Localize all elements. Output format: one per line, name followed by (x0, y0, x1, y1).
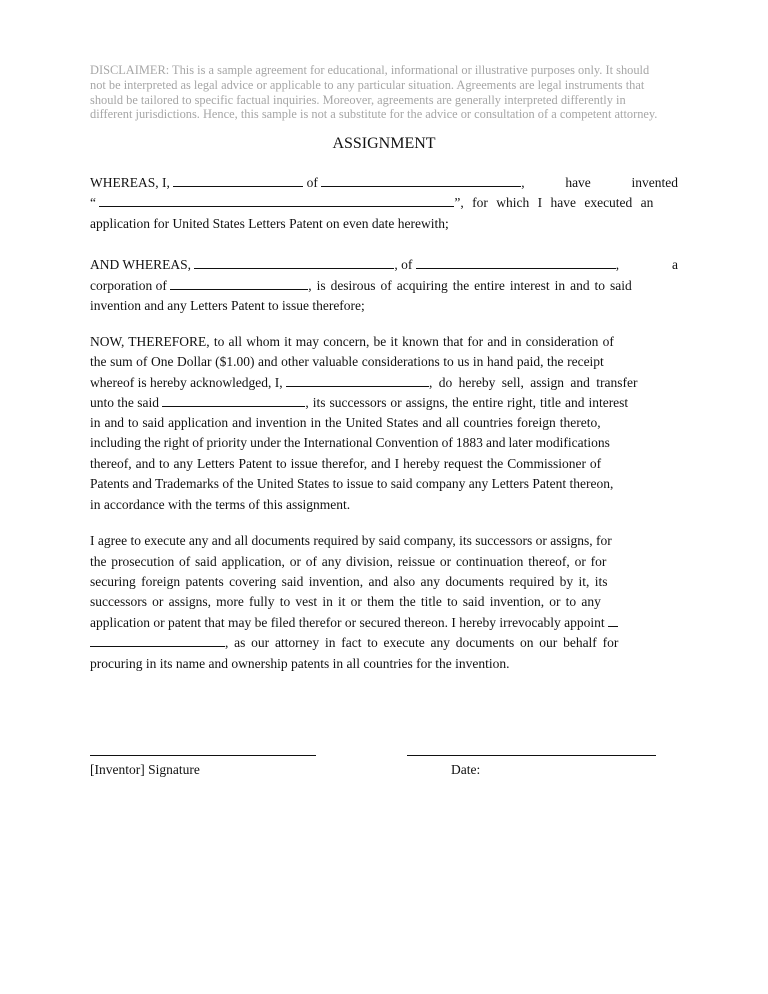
of-text: of (306, 175, 318, 190)
agree-line: successors or assigns, more fully to vest in it or them the title to said invention, or to any (90, 594, 601, 609)
have-text: have (565, 175, 591, 190)
executed-text: ”, for which I have executed an (454, 195, 654, 210)
corporation-text: corporation of (90, 278, 167, 293)
and-whereas-line-2 (90, 276, 678, 296)
appoint-text: application or patent that may be filed therefor or secured thereon. I hereby irrevocably appoint (90, 615, 605, 630)
agree-line: procuring in its name and ownership patents in all countries for the invention. (90, 656, 510, 671)
inventor-signature-line[interactable] (90, 755, 316, 756)
agree-line (90, 633, 678, 653)
assignee-blank[interactable] (162, 393, 305, 407)
comma-text: , (521, 175, 525, 190)
now-therefore-line: in accordance with the terms of this assignment. (90, 497, 351, 512)
attorney-blank-start[interactable] (608, 613, 618, 627)
corporation-state-blank[interactable] (170, 276, 308, 290)
agree-line (90, 613, 678, 633)
disclaimer-line: different jurisdictions. Hence, this sample is not a substitute for the advice or consultation of a competent attorney. (90, 107, 658, 122)
now-therefore-line (90, 393, 678, 413)
of-text: , of (394, 257, 413, 272)
inventor-name-blank[interactable] (173, 173, 303, 187)
inventor-signature-label: [Inventor] Signature (90, 762, 200, 777)
open-quote: “ (90, 195, 96, 210)
date-line[interactable] (407, 755, 656, 756)
whereas-line-3: application for United States Letters Patent on even date herewith; (90, 216, 449, 231)
acknowledged-text: whereof is hereby acknowledged, I, (90, 375, 283, 390)
document-title: ASSIGNMENT (332, 135, 436, 152)
agree-line: the prosecution of said application, or of any division, reissue or continuation thereof, or for (90, 554, 607, 569)
attorney-in-fact-text: , as our attorney in fact to execute any documents on our behalf for (225, 635, 619, 650)
disclaimer (90, 63, 678, 122)
disclaimer-line: should be tailored to specific factual inquiries. Moreover, agreements are generally interpreted differently in (90, 92, 626, 107)
assignor-name-blank[interactable] (286, 373, 429, 387)
whereas-text: WHEREAS, I, (90, 175, 170, 190)
disclaimer-line: DISCLAIMER: This is a sample agreement for educational, informational or illustrative purposes only. It should (90, 63, 650, 77)
agree-line: securing foreign patents covering said invention, and also any documents required by it, its (90, 574, 608, 589)
and-whereas-line-1 (90, 255, 678, 275)
agree-line: I agree to execute any and all documents required by said company, its successors or assigns, for (90, 533, 612, 548)
now-therefore-line: NOW, THEREFORE, to all whom it may concern, be it known that for and in consideration of (90, 334, 614, 349)
sell-assign-text: , do hereby sell, assign and transfer (429, 375, 638, 390)
successors-text: , its successors or assigns, the entire right, title and interest (305, 395, 629, 410)
disclaimer-line: not be interpreted as legal advice or applicable to any particular situation. Agreements are legal instruments that (90, 77, 645, 92)
whereas-line-1 (90, 173, 678, 193)
a-text: a (672, 257, 678, 272)
now-therefore-line: thereof, and to any Letters Patent to issue therefor, and I hereby request the Commissioner of (90, 456, 602, 471)
assignee-address-blank[interactable] (416, 255, 616, 269)
assignee-name-blank[interactable] (194, 255, 394, 269)
unto-text: unto the said (90, 395, 159, 410)
date-label: Date: (451, 762, 481, 777)
inventor-address-blank[interactable] (321, 173, 521, 187)
now-therefore-line: the sum of One Dollar ($1.00) and other valuable considerations to us in hand paid, the receipt (90, 354, 604, 369)
invented-text: invented (631, 175, 678, 190)
attorney-name-blank[interactable] (90, 633, 225, 647)
desirous-text: , is desirous of acquiring the entire interest in and to said (308, 278, 632, 293)
comma-text: , (615, 257, 620, 272)
now-therefore-line: Patents and Trademarks of the United States to issue to said company any Letters Patent thereon, (90, 476, 614, 491)
whereas-line-2 (90, 193, 678, 213)
now-therefore-line (90, 373, 678, 393)
now-therefore-line: in and to said application and invention in the United States and all countries foreign thereto, (90, 415, 601, 430)
and-whereas-text: AND WHEREAS, (90, 257, 191, 272)
and-whereas-line-3: invention and any Letters Patent to issue therefore; (90, 298, 365, 313)
now-therefore-line: including the right of priority under the International Convention of 1883 and later modifications (90, 435, 610, 450)
invention-title-blank[interactable] (99, 193, 454, 207)
